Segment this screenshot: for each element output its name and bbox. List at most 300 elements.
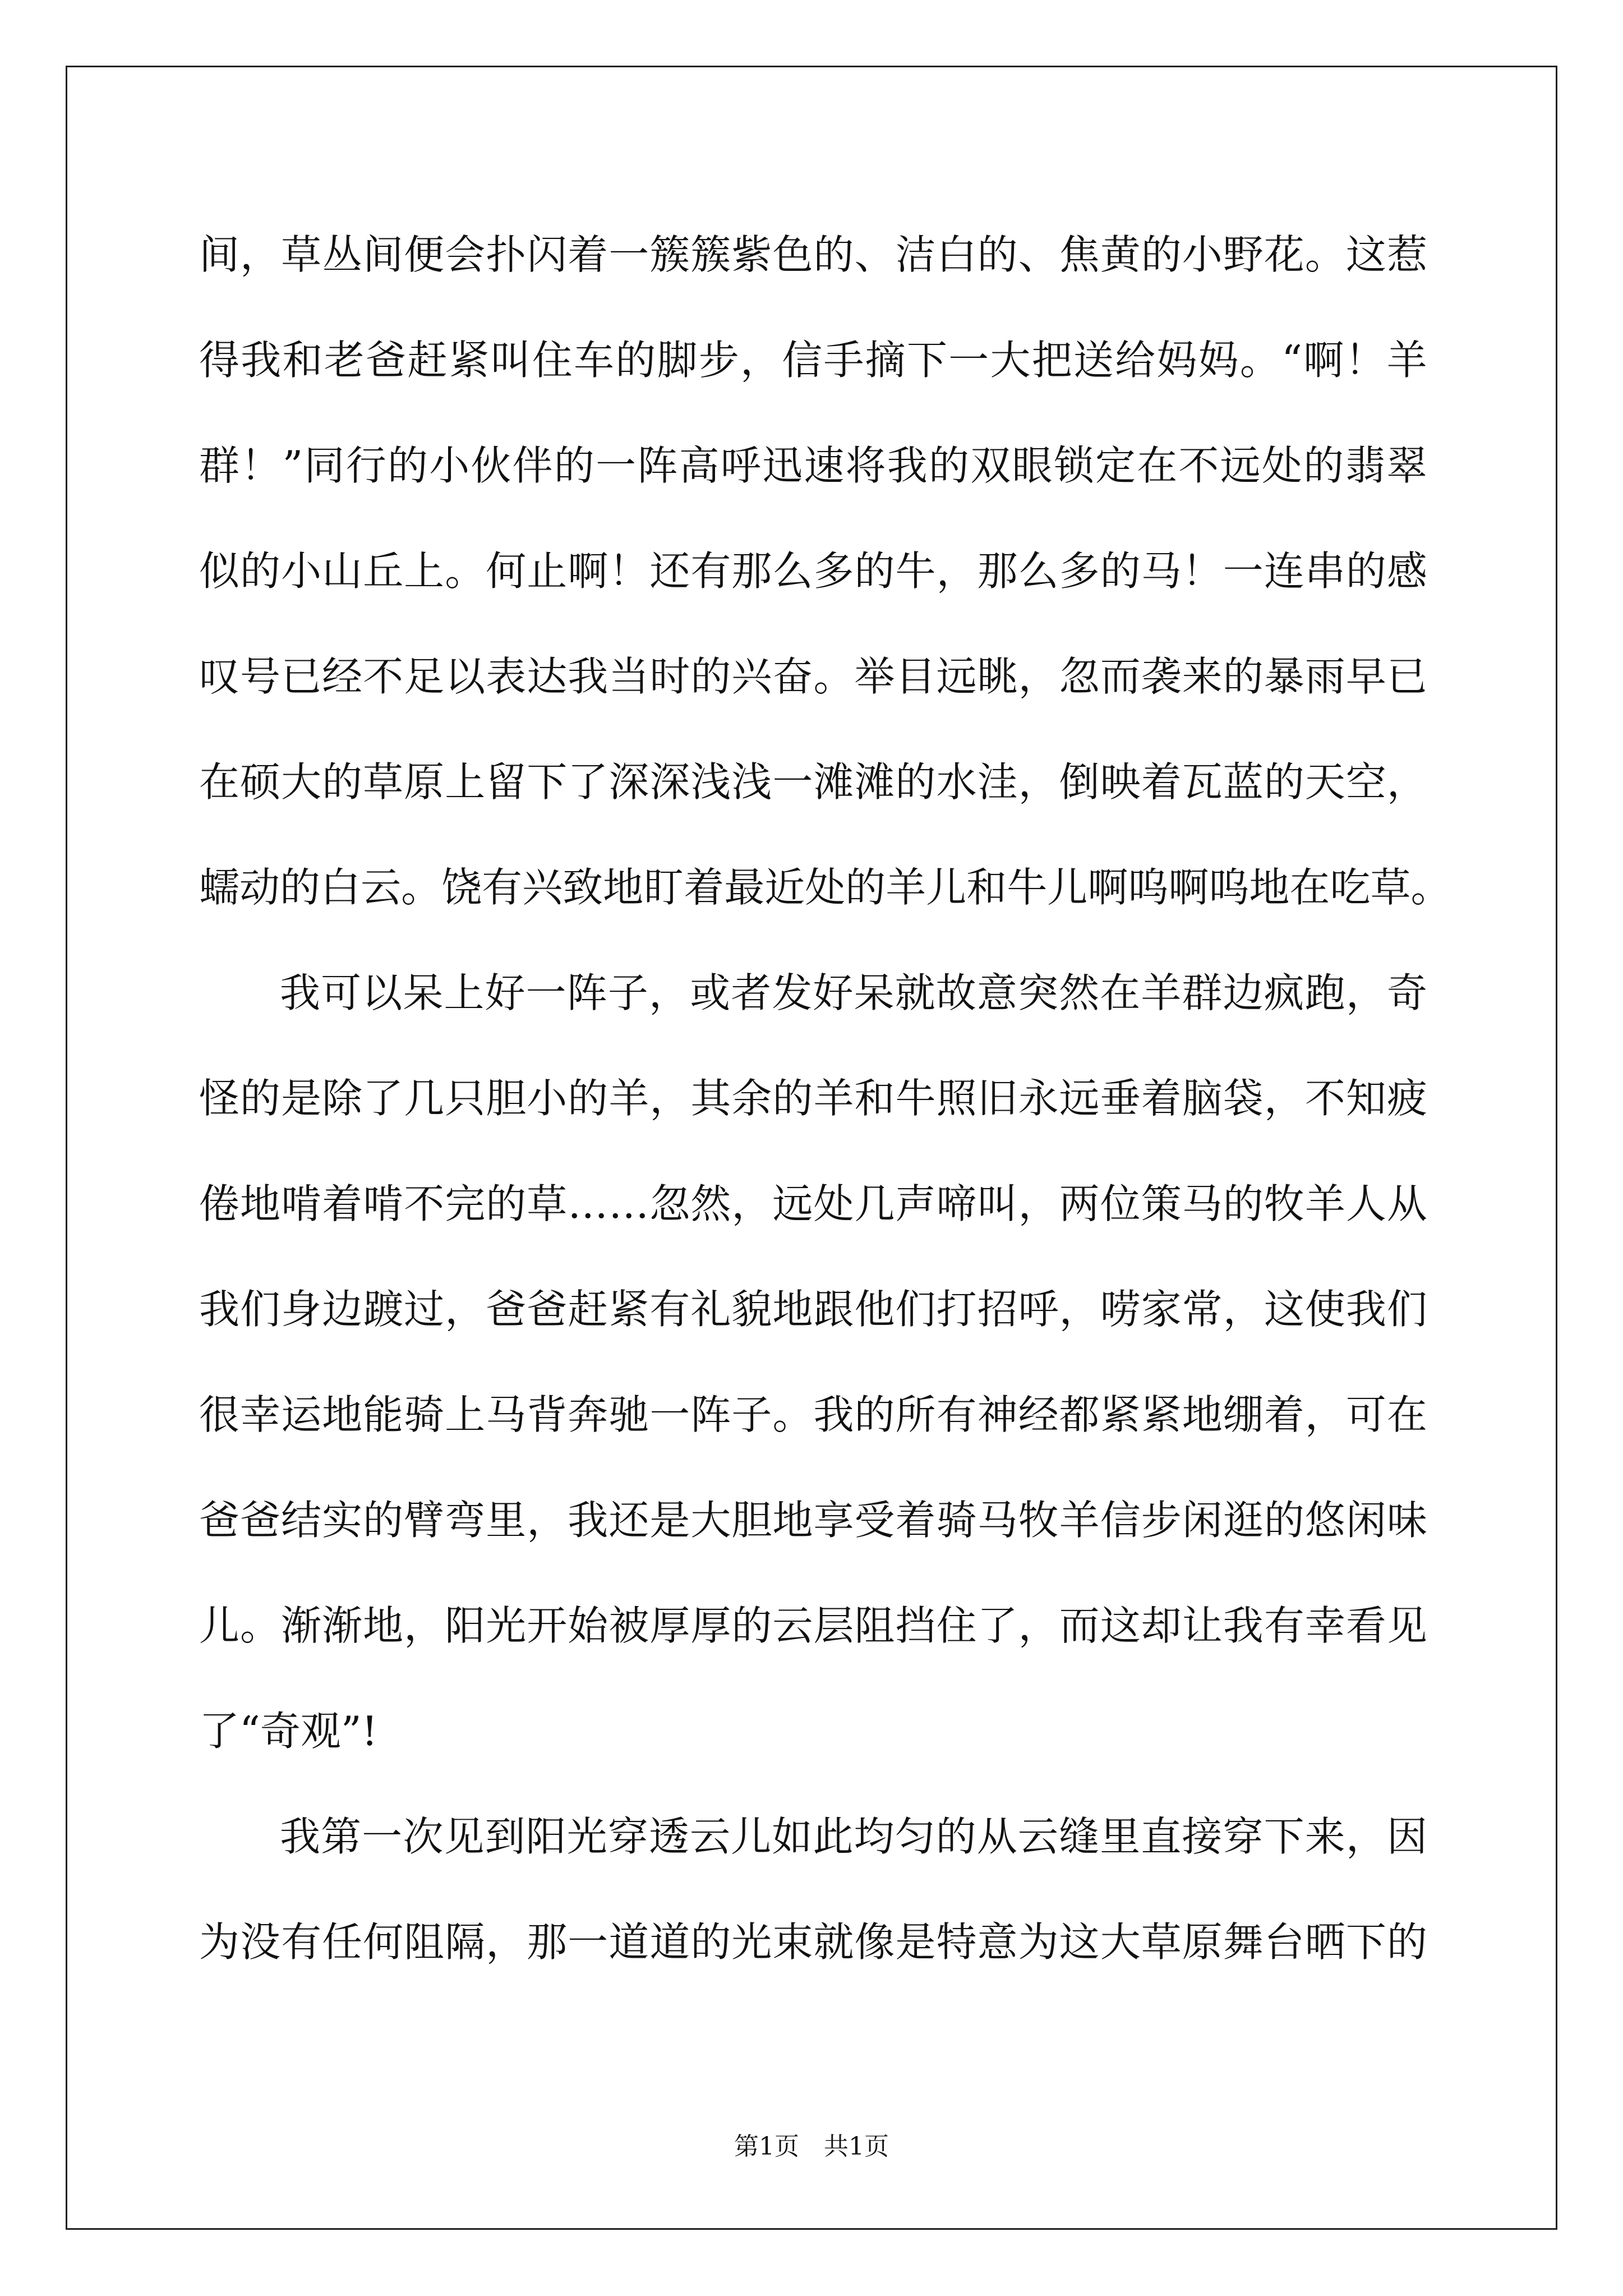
text-line	[199, 1467, 1427, 1573]
text-char: 的	[935, 1813, 976, 1860]
text-char: 丛	[322, 231, 363, 278]
text-char: 不	[1304, 1075, 1345, 1122]
text-char: 均	[854, 1813, 895, 1860]
text-line	[199, 1257, 1427, 1362]
text-char: 我	[199, 1286, 240, 1333]
text-char: 一	[649, 1391, 690, 1438]
text-char: 大	[281, 758, 322, 806]
text-char: 下	[1345, 1918, 1386, 1966]
text-char: 时	[649, 653, 690, 700]
text-char: 这	[1059, 1918, 1100, 1966]
text-char: 举	[854, 653, 895, 700]
text-char: ，	[486, 1918, 527, 1966]
text-char: 扑	[486, 231, 527, 278]
text-char: 疯	[1264, 969, 1304, 1016]
text-char: 着	[1141, 758, 1182, 806]
text-char: 受	[854, 1497, 895, 1544]
text-char: 驰	[608, 1391, 649, 1438]
text-char: 云	[772, 1602, 813, 1649]
text-char: 簇	[649, 231, 690, 278]
text-char: 的	[486, 1180, 527, 1227]
text-char: 上	[445, 1391, 486, 1438]
text-char: 渐	[281, 1602, 322, 1649]
text-char: ，	[1345, 969, 1386, 1016]
text-char: 焦	[1059, 231, 1100, 278]
text-char: 远	[772, 1180, 813, 1227]
text-char: 车	[574, 337, 615, 384]
text-char: 的	[240, 547, 281, 595]
text-char: 多	[1059, 547, 1100, 595]
text-char: 爸	[240, 1497, 281, 1544]
text-char: 处	[805, 864, 846, 911]
text-char: 么	[1018, 547, 1059, 595]
text-char: 吃	[1330, 864, 1371, 911]
text-char: 牛	[1007, 864, 1048, 911]
text-char: 大	[990, 337, 1031, 384]
text-char: 像	[854, 1918, 895, 1966]
text-char: 了	[568, 758, 608, 806]
text-char: 运	[281, 1391, 322, 1438]
text-char: 家	[1141, 1286, 1182, 1333]
text-char: 来	[1304, 1813, 1345, 1860]
text-char: 招	[977, 1286, 1018, 1333]
text-char: 足	[404, 653, 445, 700]
text-char: 处	[813, 1180, 854, 1227]
text-char: 几	[404, 1075, 445, 1122]
text-char: 小	[527, 1075, 568, 1122]
text-char: 而	[1059, 1602, 1100, 1649]
text-char: 着	[322, 1180, 363, 1227]
text-char: 只	[445, 1075, 486, 1122]
text-char: 穿	[607, 1813, 648, 1860]
text-char: 摘	[865, 337, 906, 384]
text-char: 开	[527, 1602, 568, 1649]
text-char: 他	[854, 1286, 895, 1333]
text-char: 我	[813, 1391, 854, 1438]
paragraph-end-line	[199, 1678, 1427, 1784]
text-char: 远	[1220, 442, 1261, 489]
text-char: 下	[906, 337, 947, 384]
text-char: 叫	[977, 1180, 1018, 1227]
text-char: 还	[608, 1497, 649, 1544]
text-char: 享	[813, 1497, 854, 1544]
text-char: 逛	[1223, 1497, 1264, 1544]
text-char: 惹	[1386, 231, 1427, 278]
text-char: 可	[1345, 1391, 1386, 1438]
text-char: 呆	[403, 969, 444, 1016]
text-char: 把	[1031, 337, 1072, 384]
text-char: 一	[1223, 547, 1264, 595]
text-char: 是	[649, 1497, 690, 1544]
text-char: 我	[568, 653, 608, 700]
text-char: 住	[532, 337, 573, 384]
text-char: 同	[304, 442, 345, 489]
text-char: 貌	[731, 1286, 772, 1333]
text-char: 过	[404, 1286, 445, 1333]
text-char: 群	[1182, 969, 1223, 1016]
text-char: 为	[1018, 1918, 1059, 1966]
text-char: 此	[813, 1813, 854, 1860]
text-char: 的	[977, 231, 1018, 278]
text-line	[199, 413, 1427, 518]
text-char: 其	[690, 1075, 731, 1122]
text-char: ，	[648, 969, 689, 1016]
text-char: 妈	[1198, 337, 1239, 384]
text-char: 见	[1386, 1602, 1427, 1649]
text-char: ，	[1223, 1286, 1264, 1333]
text-char: 意	[976, 969, 1017, 1016]
text-char: 子	[607, 969, 648, 1016]
text-char: ，	[1018, 1602, 1059, 1649]
text-char: 白	[320, 864, 361, 911]
text-char: 草	[281, 231, 322, 278]
text-char: 袭	[1141, 653, 1182, 700]
text-char: 不	[1178, 442, 1219, 489]
text-char: 爸	[527, 1286, 568, 1333]
text-char: 爸	[365, 337, 406, 384]
text-char: 的	[280, 864, 321, 911]
text-char: ，	[1386, 758, 1427, 806]
text-char: 紧	[1141, 1391, 1182, 1438]
text-line	[199, 1362, 1427, 1467]
text-char: 雨	[1304, 653, 1345, 700]
text-char: 道	[649, 1918, 690, 1966]
text-line	[199, 518, 1427, 624]
text-char: 接	[1182, 1813, 1223, 1860]
text-char: ，	[1264, 1075, 1304, 1122]
text-char: 唠	[1100, 1286, 1141, 1333]
text-char: 赶	[407, 337, 448, 384]
text-char: ，	[1018, 758, 1059, 806]
text-char: 胆	[731, 1497, 772, 1544]
text-char: ！	[1345, 337, 1386, 384]
text-char: 们	[895, 1286, 936, 1333]
text-char: 我	[1223, 1602, 1264, 1649]
text-char: 策	[1141, 1180, 1182, 1227]
text-line	[199, 307, 1427, 413]
text-char: 余	[731, 1075, 772, 1122]
text-char: 羊	[1059, 1497, 1100, 1544]
text-char: 达	[527, 653, 568, 700]
text-char: 我	[887, 442, 928, 489]
text-char: 牛	[895, 1075, 936, 1122]
text-char: 近	[764, 864, 805, 911]
text-char: 地	[363, 1602, 404, 1649]
text-char: 被	[608, 1602, 649, 1649]
text-char: 止	[527, 547, 568, 595]
text-char: ，	[649, 1075, 690, 1122]
text-char: 浅	[731, 758, 772, 806]
text-char: 为	[199, 1918, 240, 1966]
text-char: 水	[936, 758, 977, 806]
text-char: 臂	[404, 1497, 445, 1544]
text-char: 跑	[1304, 969, 1345, 1016]
text-char: 有	[649, 1286, 690, 1333]
text-char: 跟	[813, 1286, 854, 1333]
text-line	[199, 202, 1427, 307]
text-char: 有	[1264, 1602, 1304, 1649]
text-char: 紧	[1100, 1391, 1141, 1438]
text-char: 里	[486, 1497, 527, 1544]
text-char: 留	[486, 758, 527, 806]
text-char: 位	[1100, 1180, 1141, 1227]
text-char: 地	[772, 1286, 813, 1333]
text-char: 人	[1345, 1180, 1386, 1227]
text-char: 感	[1386, 547, 1427, 595]
text-char: 锁	[1053, 442, 1094, 489]
text-char: 穿	[1223, 1813, 1264, 1860]
text-char: 结	[281, 1497, 322, 1544]
text-char: 一	[772, 758, 813, 806]
text-char: 送	[1073, 337, 1114, 384]
text-char: ，	[1345, 1813, 1386, 1860]
text-char: 洁	[895, 231, 936, 278]
text-char: 地	[772, 1497, 813, 1544]
text-char: 因	[1386, 1813, 1427, 1860]
text-char: 信	[1100, 1497, 1141, 1544]
text-char: 和	[282, 337, 323, 384]
text-char: 草	[527, 1180, 568, 1227]
text-char: 见	[444, 1813, 485, 1860]
text-char: 给	[1115, 337, 1156, 384]
text-line	[199, 1573, 1427, 1678]
text-char: 兴	[731, 653, 772, 700]
text-char: 似	[199, 547, 240, 595]
text-char: 厚	[690, 1602, 731, 1649]
text-char: 着	[895, 1497, 936, 1544]
text-char: 啼	[936, 1180, 977, 1227]
text-char: ，	[1018, 653, 1059, 700]
text-char: 地	[1182, 1391, 1223, 1438]
text-char: 。	[240, 1602, 281, 1649]
text-char: 绷	[1223, 1391, 1264, 1438]
text-char: 云	[1017, 1813, 1058, 1860]
text-char: 蓝	[1223, 758, 1264, 806]
text-char: 盯	[643, 864, 684, 911]
text-char: 照	[936, 1075, 977, 1122]
text-char: 的	[240, 1075, 281, 1122]
text-char: 奇	[260, 1708, 301, 1755]
text-char: 地	[1249, 864, 1290, 911]
text-char: 呜	[1128, 864, 1169, 911]
text-char: …	[568, 1180, 608, 1227]
text-char: 双	[970, 442, 1011, 489]
text-line	[199, 1046, 1427, 1151]
text-char: 而	[1100, 653, 1141, 700]
text-char: ！	[1182, 547, 1223, 595]
text-char: 然	[690, 1180, 731, 1227]
paragraph-start-line	[199, 940, 1427, 1046]
text-char: 阻	[854, 1602, 895, 1649]
text-char: 。	[1239, 337, 1280, 384]
text-char: 簇	[690, 231, 731, 278]
text-char: 一	[525, 969, 566, 1016]
text-char: 礼	[690, 1286, 731, 1333]
text-char: 很	[199, 1391, 240, 1438]
text-char: 和	[854, 1075, 895, 1122]
text-char: 疲	[1386, 1075, 1427, 1122]
text-char: 这	[1345, 231, 1386, 278]
text-char: 一	[568, 1918, 608, 1966]
text-char: 深	[608, 758, 649, 806]
text-char: 以	[362, 969, 403, 1016]
text-char: 牧	[1264, 1180, 1304, 1227]
text-char: 呼	[1018, 1286, 1059, 1333]
text-char: 蠕	[199, 864, 240, 911]
text-char: 远	[936, 653, 977, 700]
text-char: 就	[813, 1918, 854, 1966]
text-char: 老	[324, 337, 365, 384]
text-char: 步	[698, 337, 739, 384]
text-char: 瓦	[1182, 758, 1223, 806]
text-char: 叫	[490, 337, 531, 384]
text-char: 在	[1386, 1391, 1427, 1438]
text-char: 还	[649, 547, 690, 595]
text-char: 好	[813, 969, 854, 1016]
text-char: 光	[731, 1918, 772, 1966]
text-char: “	[239, 1708, 260, 1755]
text-char: 胆	[486, 1075, 527, 1122]
text-char: 阳	[445, 1602, 486, 1649]
text-char: 羊	[1141, 969, 1182, 1016]
text-char: 奇	[1386, 969, 1427, 1016]
text-char: 的	[568, 1075, 608, 1122]
text-char: 光	[566, 1813, 607, 1860]
text-char: 一	[608, 231, 649, 278]
text-char: 从	[976, 1813, 1017, 1860]
text-char: 远	[1059, 1075, 1100, 1122]
text-char: 地	[322, 1391, 363, 1438]
text-char: 小	[429, 442, 470, 489]
text-char: 。	[813, 653, 854, 700]
text-char: 的	[1345, 547, 1386, 595]
text-char: 上	[445, 758, 486, 806]
text-char: 让	[1182, 1602, 1223, 1649]
text-char: 有	[936, 1391, 977, 1438]
text-char: 迅	[762, 442, 803, 489]
text-char: 串	[1304, 547, 1345, 595]
text-char: ，	[740, 337, 781, 384]
text-char: 眼	[1012, 442, 1053, 489]
text-char: 边	[1223, 969, 1264, 1016]
text-char: ，	[240, 231, 281, 278]
text-char: 洼	[977, 758, 1018, 806]
text-char: 在	[1100, 969, 1141, 1016]
text-char: 挡	[895, 1602, 936, 1649]
text-char: 实	[322, 1497, 363, 1544]
text-char: 边	[322, 1286, 363, 1333]
document-body	[199, 202, 1451, 1995]
text-char: 间	[363, 231, 404, 278]
text-char: 袋	[1223, 1075, 1264, 1122]
text-char: 啃	[363, 1180, 404, 1227]
text-char: 紧	[608, 1286, 649, 1333]
text-char: 阳	[525, 1813, 566, 1860]
text-char: 天	[1304, 758, 1345, 806]
text-char: 脑	[1182, 1075, 1223, 1122]
text-char: 特	[936, 1918, 977, 1966]
text-char: 然	[1059, 969, 1100, 1016]
text-char: 可	[321, 969, 362, 1016]
text-char: 不	[404, 1180, 445, 1227]
text-char: 有	[281, 1918, 322, 1966]
text-char: 紫	[731, 231, 772, 278]
text-char: 缝	[1059, 1813, 1100, 1860]
text-char: 间	[199, 231, 240, 278]
text-char: 速	[804, 442, 845, 489]
text-char: 骑	[936, 1497, 977, 1544]
text-char: 除	[322, 1075, 363, 1122]
text-char: 浅	[690, 758, 731, 806]
text-char: 啃	[281, 1180, 322, 1227]
text-char: 了	[363, 1075, 404, 1122]
text-char: 台	[1264, 1918, 1304, 1966]
text-char: 的	[363, 1497, 404, 1544]
text-char: 打	[936, 1286, 977, 1333]
text-char: 动	[239, 864, 280, 911]
text-char: 、	[1018, 231, 1059, 278]
text-char: 了	[977, 1602, 1018, 1649]
text-char: 的	[1264, 1497, 1304, 1544]
text-char: 儿	[199, 1602, 240, 1649]
text-char: 是	[895, 1918, 936, 1966]
text-char: 悠	[1304, 1497, 1345, 1544]
paragraph-start-line	[199, 1784, 1427, 1889]
text-char: 直	[1141, 1813, 1182, 1860]
text-char: 爸	[199, 1497, 240, 1544]
text-char: 高	[679, 442, 720, 489]
text-char: 山	[322, 547, 363, 595]
text-char: 群	[199, 442, 240, 489]
text-char: 羊	[608, 1075, 649, 1122]
text-char: 匀	[895, 1813, 935, 1860]
text-char: 草	[363, 758, 404, 806]
text-char: 的	[854, 1391, 895, 1438]
text-char: 早	[1345, 653, 1386, 700]
text-char: 那	[977, 547, 1018, 595]
text-char: 脚	[657, 337, 698, 384]
text-char: 。	[772, 1391, 813, 1438]
text-char: 神	[977, 1391, 1018, 1438]
text-char: ”	[282, 442, 303, 489]
text-char: 来	[1182, 653, 1223, 700]
text-char: 儿	[731, 1813, 772, 1860]
text-char: 常	[1182, 1286, 1223, 1333]
text-char: 牧	[1018, 1497, 1059, 1544]
text-char: 第	[321, 1813, 362, 1860]
text-char: 倒	[1059, 758, 1100, 806]
text-char: 呼	[720, 442, 761, 489]
text-char: 忽	[1059, 653, 1100, 700]
text-char: 花	[1264, 231, 1304, 278]
text-char: “	[1281, 337, 1302, 384]
text-char: 我	[568, 1497, 608, 1544]
text-char: 已	[1386, 653, 1427, 700]
text-char: 最	[724, 864, 765, 911]
text-char: 阵	[637, 442, 678, 489]
text-char: 翡	[1345, 442, 1386, 489]
text-char: 云	[361, 864, 402, 911]
text-char: 们	[240, 1286, 281, 1333]
text-char: ，	[404, 1602, 445, 1649]
text-char: 饶	[441, 864, 482, 911]
text-char: 暴	[1264, 653, 1304, 700]
text-char: ，	[445, 1286, 486, 1333]
text-char: 忽	[649, 1180, 690, 1227]
text-char: 闲	[1182, 1497, 1223, 1544]
text-char: 。	[1304, 231, 1345, 278]
text-char: !	[361, 1708, 378, 1755]
